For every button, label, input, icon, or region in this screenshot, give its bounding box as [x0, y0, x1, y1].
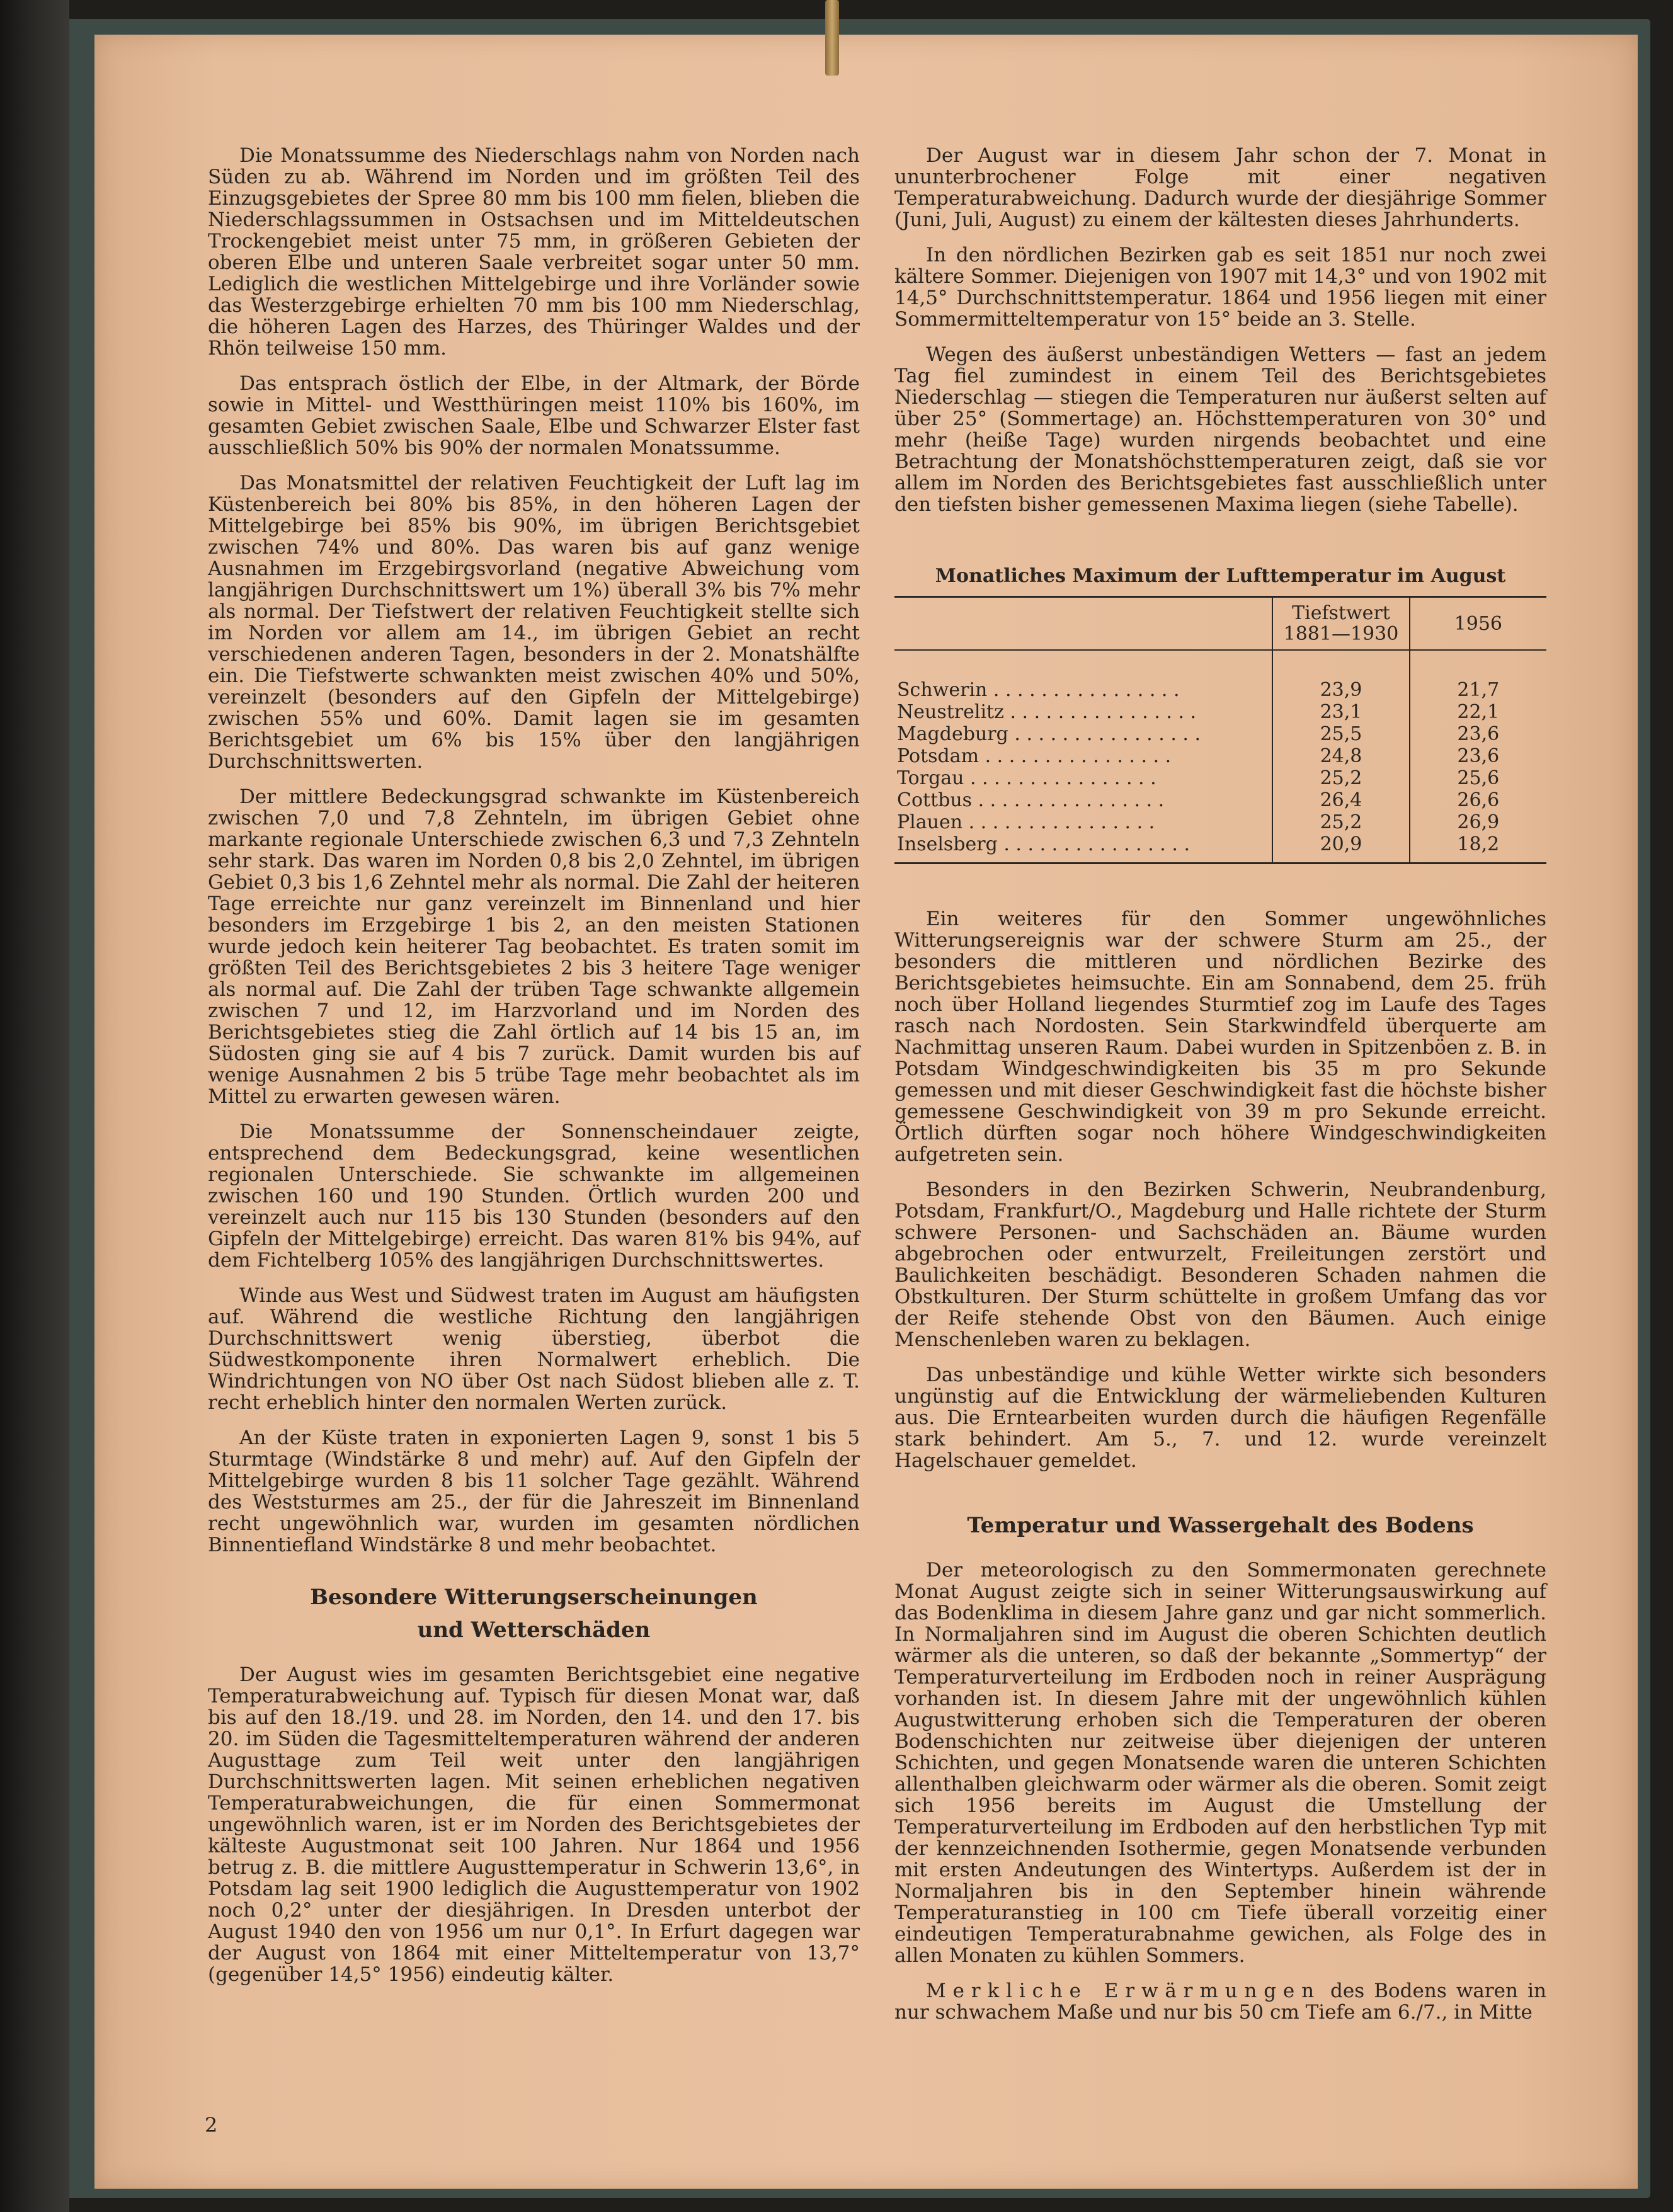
paragraph-soil-warming [894, 1980, 1546, 2023]
paragraph-storm-days: An der Küste traten in exponierten Lagen 9, sonst 1 bis 5 Sturmtage (Windstärke 8 und mehr) auf. Auf den Gipfeln der Mittelgebirge wurden 8 bis 11 solcher Tage gezählt. Während des Weststurmes am 25., der für die Jahreszeit im Binnenland recht ungewöhnlich war, wurden im gesamten nördlichen Binnentiefland Windstärke 8 und mehr beobachtet. [208, 1427, 860, 1556]
paragraph-negative-temperature: Der August wies im gesamten Berichtsgebiet eine negative Temperaturabweichung auf. Typisch für diesen Monat war, daß bis auf den 18./19. und 28. im Norden, den 14. und den 17. bis 20. im Süden die Tagesmitteltemperaturen während der anderen Augusttage zum Teil weit unter den langjährigen Durchschnittswerten lagen. Mit seinen erheblichen negativen Temperaturabweichungen, die für einen Sommermonat ungewöhnlich waren, ist er im Norden des Berichtsgebietes der kälteste Augustmonat seit 100 Jahren. Nur 1864 und 1956 betrug z. B. die mittlere Augusttemperatur in Schwerin 13,6°, in Potsdam lag seit 1900 lediglich die Augusttemperatur von 1902 noch 0,2° unter der diesjährigen. In Dresden unterbot der August 1940 den von 1956 um nur 0,1°. In Erfurt dagegen war der August von 1864 mit einer Mitteltemperatur von 13,7° (gegenüber 14,5° 1956) eindeutig kälter. [208, 1663, 860, 1986]
paragraph-wind: Winde aus West und Südwest traten im August am häufigsten auf. Während die westliche Richtung den langjährigen Durchschnittswert wenig überstieg, überbot die Südwestkomponente ihren Normalwert erheblich. Die Windrichtungen von NO über Ost nach Südost blieben alle z. T. recht erheblich hinter den normalen Werten zurück. [208, 1284, 860, 1414]
paragraph-cloud-cover: Der mittlere Bedeckungsgrad schwankte im Küstenbereich zwischen 7,0 und 7,8 Zehnteln, im übrigen Gebiet ohne markante regionale Unterschiede zwischen 6,3 und 7,3 Zehnteln sehr stark. Das waren im Norden 0,8 bis 2,0 Zehntel, im übrigen Gebiet 0,3 bis 1,6 Zehntel mehr als normal. Die Zahl der heiteren Tage erreichte nur ganz vereinzelt im Binnenland und hier besonders im Erzgebirge 1 bis 2, an den meisten Stationen wurde jedoch kein heiterer Tag beobachtet. Es traten somit im größten Teil des Berichtsgebietes 2 bis 3 heitere Tage weniger als normal auf. Die Zahl der trüben Tage schwankte allgemein zwischen 7 und 12, im Harzvorland und im Norden des Berichtsgebietes stieg die Zahl örtlich auf 14 bis 15 an, im Südosten ging sie auf 4 bis 7 zurück. Damit wurden bis auf wenige Ausnahmen 2 bis 5 trübe Tage mehr beobachtet als im Mittel zu erwarten gewesen wären. [208, 785, 860, 1108]
paragraph-sunshine: Die Monatssumme der Sonnenscheindauer zeigte, entsprechend dem Bedeckungsgrad, keine wesentlichen regionalen Unterschiede. Sie schwankte im allgemeinen zwischen 160 und 190 Stunden. Örtlich wurden 200 und vereinzelt auch nur 115 bis 130 Stunden (besonders auf den Gipfeln der Mittelgebirge) erreicht. Das waren 81% bis 94%, auf dem Fichtelberg 105% des langjährigen Durchschnittswertes. [208, 1120, 860, 1272]
table-cell-place: Cottbus . . . . . . . . . . . . . . . . [894, 789, 1272, 811]
table-cell-place: Potsdam . . . . . . . . . . . . . . . . [894, 745, 1272, 767]
section-heading-weather-events [208, 1581, 860, 1646]
spaced-term: Merkliche Erwärmungen [926, 1980, 1321, 2002]
table-row [894, 789, 1546, 811]
table-cell-1956: 22,1 [1457, 701, 1500, 723]
table-cell-place: Plauen . . . . . . . . . . . . . . . . [894, 811, 1272, 833]
section-heading-soil: Temperatur und Wassergehalt des Bodens [967, 1513, 1474, 1538]
paragraph-storm-damage: Besonders in den Bezirken Schwerin, Neubrandenburg, Potsdam, Frankfurt/O., Magdeburg und Halle richtete der Sturm schwere Personen- und Sachschäden an. Bäume wurden abgebrochen oder entwurzelt, Freileitungen zerstört und Baulichkeiten beschädigt. Besonderen Schaden nahmen die Obstkulturen. Der Sturm schüttelte in großem Umfang das vor der Reife stehende Obst von den Bäumen. Auch einige Menschenleben waren zu beklagen. [894, 1178, 1546, 1351]
book-binding [0, 0, 69, 2212]
paragraph-humidity: Das Monatsmittel der relativen Feuchtigkeit der Luft lag im Küstenbereich bei 80% bis 85%, in den höheren Lagen der Mittelgebirge bei 85% bis 90%, im übrigen Berichtsgebiet zwischen 74% und 80%. Das waren bis auf ganz wenige Ausnahmen im Erzgebirgsvorland (negative Abweichung vom langjährigen Durchschnittswert um 1%) überall 3% bis 7% mehr als normal. Der Tiefstwert der relativen Feuchtigkeit stellte sich im Norden vor allem am 14., im übrigen Gebiet an recht verschiedenen anderen Tagen, besonders in der 2. Monatshälfte ein. Die Tiefstwerte schwankten meist zwischen 40% und 50%, vereinzelt (besonders auf den Gipfeln der Mittelgebirge) zwischen 55% und 60%. Damit lagen sie im gesamten Berichtsgebiet um 6% bis 15% über den langjährigen Durchschnittswerten. [208, 472, 860, 773]
page-number: 2 [205, 2113, 218, 2137]
paragraph-crops: Das unbeständige und kühle Wetter wirkte sich besonders ungünstig auf die Entwicklung der wärmeliebenden Kulturen aus. Die Erntearbeiten wurden durch die häufigen Regenfälle stark behindert. Am 5., 7. und 12. wurde vereinzelt Hagelschauer gemeldet. [894, 1364, 1546, 1472]
paragraph-seventh-month: Der August war in diesem Jahr schon der 7. Monat in ununterbrochener Folge mit einer negativen Temperaturabweichung. Dadurch wurde der diesjährige Sommer (Juni, Juli, August) zu einem der kältesten dieses Jahrhunderts. [894, 144, 1546, 231]
paragraph-precipitation-percent: Das entsprach östlich der Elbe, in der Altmark, der Börde sowie in Mittel- und Westthüringen meist 110% bis 160%, im gesamten Gebiet zwischen Saale, Elbe und Schwarzer Elster fast ausschließlich 50% bis 90% der normalen Monatssumme. [208, 372, 860, 459]
paragraph-soil-warming-text: des Bodens waren in nur schwachem Maße und nur bis 50 cm Tiefe am 6./7., in Mitte [894, 1980, 1546, 2024]
table-cell-lowest: 20,9 [1272, 833, 1409, 864]
table-cell-1956: 18,2 [1457, 833, 1500, 855]
right-column [894, 145, 1546, 2037]
table-row [894, 811, 1546, 833]
paragraph-precipitation: Die Monatssumme des Niederschlags nahm von Norden nach Süden zu ab. Während im Norden und im größten Teil des Einzugsgebietes der Spree 80 mm bis 100 mm fielen, blieben die Niederschlagssummen in Ostsachsen und im Mitteldeutschen Trockengebiet meist unter 75 mm, in größeren Gebieten der oberen Elbe und unteren Saale verbreitet sogar unter 50 mm. Lediglich die westlichen Mittelgebirge und ihre Vorländer sowie das Westerzgebirge erhielten 70 mm bis 100 mm Niederschlag, die höheren Lagen des Harzes, des Thüringer Waldes und der Rhön teilweise 150 mm. [208, 144, 860, 360]
table-cell-place: Schwerin . . . . . . . . . . . . . . . . [894, 650, 1272, 701]
table-row [894, 701, 1546, 723]
table-header-lowest-line2: 1881—1930 [1283, 623, 1399, 645]
table-header-1956: 1956 [1410, 597, 1546, 651]
page [94, 35, 1638, 2189]
table-cell-1956: 23,6 [1457, 745, 1500, 767]
table-cell-place: Torgau . . . . . . . . . . . . . . . . [894, 767, 1272, 789]
table-title: Monatliches Maximum der Lufttemperatur im August [935, 565, 1506, 587]
left-column [208, 145, 860, 1999]
maxima-table [894, 596, 1546, 864]
table-cell-lowest: 23,1 [1272, 701, 1409, 723]
paragraph-unsteady-weather: Wegen des äußerst unbeständigen Wetters — fast an jedem Tag fiel zumindest in einem Teil des Berichtsgebietes Niederschlag — stiegen die Temperaturen nur äußerst selten auf über 25° (Sommertage) an. Höchsttemperaturen von 30° und mehr (heiße Tage) wurden nirgends beobachtet und eine Betrachtung der Monatshöchsttemperaturen zeigt, daß sie vor allem im Norden des Berichtsgebietes fast ausschließlich unter den tiefsten bisher gemessenen Maxima liegen (siehe Tabelle). [894, 343, 1546, 516]
table-row [894, 650, 1546, 701]
table-row [894, 745, 1546, 767]
paper-clip [825, 0, 839, 76]
table-cell-lowest: 25,2 [1272, 767, 1409, 789]
table-header-place [894, 597, 1272, 651]
paragraph-storm-25th: Ein weiteres für den Sommer ungewöhnliches Witterungsereignis war der schwere Sturm am 25., der besonders die mittleren und nördlichen Bezirke des Berichtsgebietes heimsuchte. Ein am Sonnabend, dem 25. früh noch über Holland liegendes Sturmtief zog im Laufe des Tages rasch nach Nordosten. Sein Starkwindfeld überquerte am Nachmittag unseren Raum. Dabei wurden in Spitzenböen z. B. in Potsdam Windgeschwindigkeiten bis 35 m pro Sekunde gemessen und mit dieser Geschwindigkeit fast die höchste bisher gemessene Geschwindigkeit von 39 m pro Sekunde erreicht. Örtlich dürften sogar noch höhere Windgeschwindigkeiten aufgetreten sein. [894, 908, 1546, 1166]
table-header-row [894, 597, 1546, 651]
table-cell-lowest: 26,4 [1272, 789, 1409, 811]
table-header-lowest [1272, 597, 1409, 651]
table-cell-1956: 26,9 [1457, 811, 1500, 833]
table-cell-1956: 25,6 [1457, 767, 1500, 789]
table-cell-lowest: 25,2 [1272, 811, 1409, 833]
table-header-lowest-line1: Tiefstwert [1292, 602, 1390, 624]
table-cell-place: Neustrelitz . . . . . . . . . . . . . . . . [894, 701, 1272, 723]
table-cell-lowest: 24,8 [1272, 745, 1409, 767]
heading-line-2: und Wetterschäden [417, 1617, 651, 1643]
paragraph-soil-climate: Der meteorologisch zu den Sommermonaten gerechnete Monat August zeigte sich in seiner Witterungsauswirkung auf das Bodenklima in diesem Jahre ganz und gar nicht sommerlich. In Normaljahren sind im August die oberen Schichten deutlich wärmer als die unteren, so daß der bekannte „Sommertyp“ der Temperaturverteilung im Erdboden noch in reiner Ausprägung vorhanden ist. In diesem Jahre mit der ungewöhnlich kühlen Augustwitterung erhoben sich die Temperaturen der oberen Bodenschichten nur zeitweise über diejenigen der unteren Schichten, und gegen Monatsende waren die unteren Schichten allenthalben gleichwarm oder wärmer als die oberen. Somit zeigt sich 1956 bereits im August die Umstellung der Temperaturverteilung im Erdboden auf den herbstlichen Typ mit der kennzeichnenden Isothermie, gegen Monatsende verbunden mit ersten Andeutungen des Wintertyps. Außerdem ist der in Normaljahren bis in den September hinein währende Temperaturanstieg in 100 cm Tiefe überall vorzeitig einer eindeutigen Temperaturabnahme gewichen, als Folge des in allen Monaten zu kühlen Sommers. [894, 1559, 1546, 1967]
table-cell-place: Magdeburg . . . . . . . . . . . . . . . . [894, 723, 1272, 745]
table-cell-lowest: 23,9 [1272, 650, 1409, 701]
table-row [894, 767, 1546, 789]
table-row [894, 723, 1546, 745]
table-cell-1956: 26,6 [1457, 789, 1500, 811]
heading-line-1: Besondere Witterungserscheinungen [310, 1585, 758, 1610]
table-row [894, 833, 1546, 864]
table-cell-lowest: 25,5 [1272, 723, 1409, 745]
table-cell-1956: 23,6 [1457, 723, 1500, 745]
table-cell-1956: 21,7 [1457, 679, 1500, 701]
table-cell-place: Inselsberg . . . . . . . . . . . . . . . . [894, 833, 1272, 864]
paragraph-northern-districts: In den nördlichen Bezirken gab es seit 1851 nur noch zwei kältere Sommer. Diejenigen von 1907 mit 14,3° und von 1902 mit 14,5° Durchschnittstemperatur. 1864 und 1956 liegen mit einer Sommermitteltemperatur von 15° beide an 3. Stelle. [894, 244, 1547, 331]
